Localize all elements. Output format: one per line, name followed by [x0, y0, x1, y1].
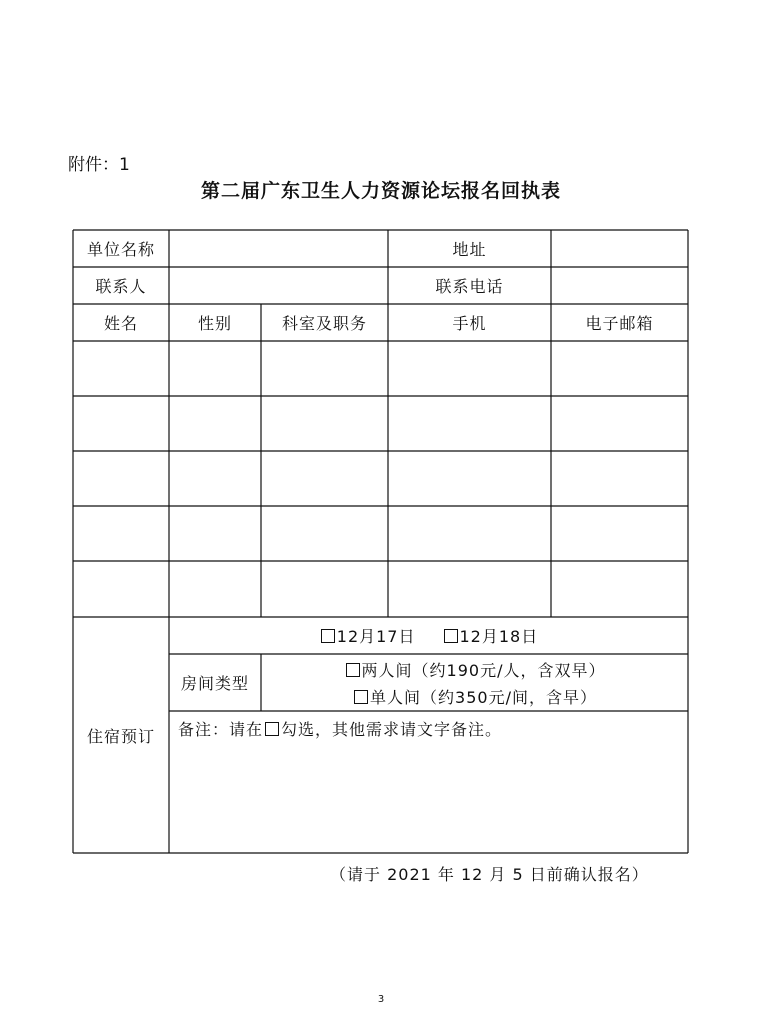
page-number: 3 [377, 994, 385, 1005]
header-department-title: 科室及职务 [281, 314, 367, 333]
room-option-single [261, 683, 688, 710]
participant-name-field[interactable] [74, 507, 168, 560]
remarks [178, 717, 502, 740]
participant-email-field[interactable] [552, 507, 687, 560]
checkbox-room-double[interactable] [346, 663, 360, 677]
attachment-label: 附件：1 [68, 155, 130, 175]
remarks-suffix: 勾选，其他需求请文字备注。 [281, 720, 503, 739]
participant-department-title-field[interactable] [262, 452, 387, 505]
participant-department-title-field[interactable] [262, 507, 387, 560]
participant-name-field[interactable] [74, 452, 168, 505]
participant-department-title-field[interactable] [262, 342, 387, 395]
participant-mobile-field[interactable] [389, 507, 550, 560]
checkbox-symbol [265, 722, 279, 736]
checkbox-date-2[interactable] [444, 629, 458, 643]
participant-department-title-field[interactable] [262, 562, 387, 615]
header-name: 姓名 [103, 314, 138, 333]
participant-mobile-field[interactable] [389, 452, 550, 505]
remarks-prefix: 备注：请在 [178, 720, 264, 739]
address-field[interactable] [552, 231, 687, 266]
header-mobile: 手机 [452, 314, 487, 333]
address-label: 地址 [452, 240, 487, 259]
room-option-single-label: 单人间（约350元/间，含早） [370, 688, 597, 707]
contact-phone-field[interactable] [552, 268, 687, 303]
contact-phone-label: 联系电话 [435, 277, 504, 296]
participant-department-title-field[interactable] [262, 397, 387, 450]
participant-mobile-field[interactable] [389, 342, 550, 395]
deadline-note: （请于 2021 年 12 月 5 日前确认报名） [330, 865, 649, 884]
participant-name-field[interactable] [74, 562, 168, 615]
participant-gender-field[interactable] [170, 507, 260, 560]
room-type-label: 房间类型 [180, 674, 249, 693]
room-option-double [261, 656, 688, 683]
date-option-1-label: 12月17日 [336, 627, 416, 646]
unit-name-label: 单位名称 [86, 240, 155, 259]
contact-person-field[interactable] [170, 268, 387, 303]
participant-gender-field[interactable] [170, 452, 260, 505]
date-options [169, 617, 688, 654]
participant-email-field[interactable] [552, 452, 687, 505]
participant-gender-field[interactable] [170, 342, 260, 395]
participant-email-field[interactable] [552, 562, 687, 615]
room-option-double-label: 两人间（约190元/人，含双早） [361, 661, 606, 680]
participant-mobile-field[interactable] [389, 562, 550, 615]
checkbox-date-1[interactable] [321, 629, 335, 643]
unit-name-field[interactable] [170, 231, 387, 266]
form-title: 第二届广东卫生人力资源论坛报名回执表 [200, 180, 561, 202]
date-option-2-label: 12月18日 [459, 627, 539, 646]
participant-name-field[interactable] [74, 397, 168, 450]
accommodation-label: 住宿预订 [86, 726, 155, 746]
participant-email-field[interactable] [552, 397, 687, 450]
participant-gender-field[interactable] [170, 562, 260, 615]
participant-gender-field[interactable] [170, 397, 260, 450]
participant-name-field[interactable] [74, 342, 168, 395]
participant-email-field[interactable] [552, 342, 687, 395]
contact-person-label: 联系人 [95, 277, 147, 296]
participant-mobile-field[interactable] [389, 397, 550, 450]
checkbox-room-single[interactable] [354, 690, 368, 704]
header-gender: 性别 [197, 314, 232, 333]
header-email: 电子邮箱 [585, 314, 654, 333]
